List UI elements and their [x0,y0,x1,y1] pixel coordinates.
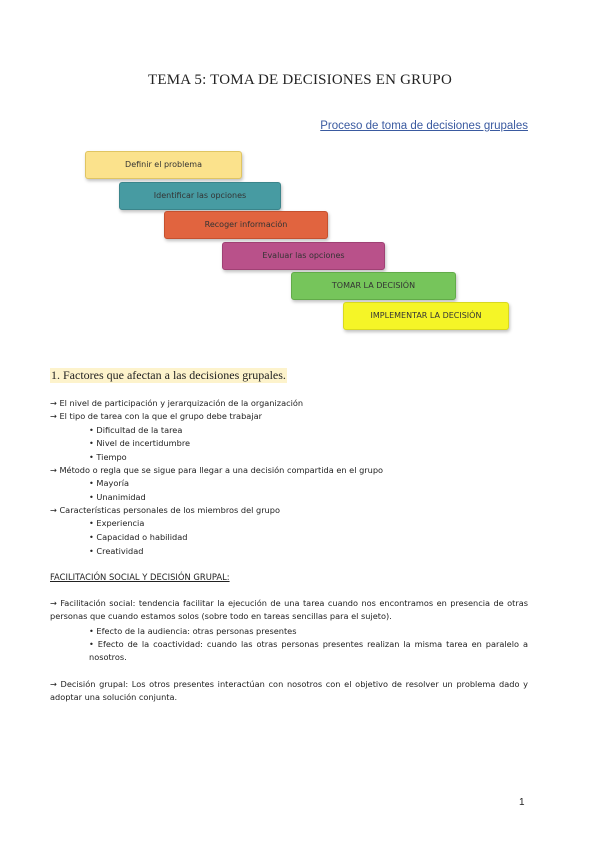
list-item: • Efecto de la coactividad: cuando las otras personas presentes realizan la misma tarea en paralelo a nosotros. [89,639,528,663]
process-step-implement-decision: IMPLEMENTAR LA DECISIÓN [343,302,509,330]
list-item: • Unanimidad [89,492,146,502]
list-item: • Efecto de la audiencia: otras personas presentes [89,626,297,636]
list-item: • Capacidad o habilidad [89,532,188,542]
process-step-define-problem: Definir el problema [85,151,242,179]
list-item: → Método o regla que se sigue para llegar a una decisión compartida en el grupo [50,465,384,475]
page-number: 1 [519,797,525,808]
diagram-title: Proceso de toma de decisiones grupales [320,120,528,132]
list-item: • Dificultad de la tarea [89,425,183,435]
process-step-make-decision: TOMAR LA DECISIÓN [291,272,456,300]
section-heading-factors: 1. Factores que afectan a las decisiones grupales. [51,368,286,382]
paragraph-social-facilitation: → Facilitación social: tendencia facilitar la ejecución de una tarea cuando nos encontramos en presencia de otras personas que cuando estamos solos (sobre todo en tareas sencillas para el sujeto). [50,598,528,622]
list-item: • Creatividad [89,546,144,556]
process-step-identify-options: Identificar las opciones [119,182,281,210]
list-item: → El tipo de tarea con la que el grupo debe trabajar [50,411,262,421]
list-item: • Mayoría [89,478,130,488]
list-item: → El nivel de participación y jerarquización de la organización [50,398,304,408]
process-step-evaluate-options: Evaluar las opciones [222,242,385,270]
list-item: • Nivel de incertidumbre [89,438,191,448]
list-item: • Tiempo [89,452,127,462]
page-title: TEMA 5: TOMA DE DECISIONES EN GRUPO [148,72,452,88]
section-heading-social-facilitation: FACILITACIÓN SOCIAL Y DECISIÓN GRUPAL: [50,572,230,582]
list-item: → Características personales de los miembros del grupo [50,505,280,515]
list-item: • Experiencia [89,518,145,528]
paragraph-group-decision: → Decisión grupal: Los otros presentes interactúan con nosotros con el objetivo de resolver un problema dado y adoptar una solución conjunta. [50,679,528,703]
process-step-gather-information: Recoger información [164,211,328,239]
